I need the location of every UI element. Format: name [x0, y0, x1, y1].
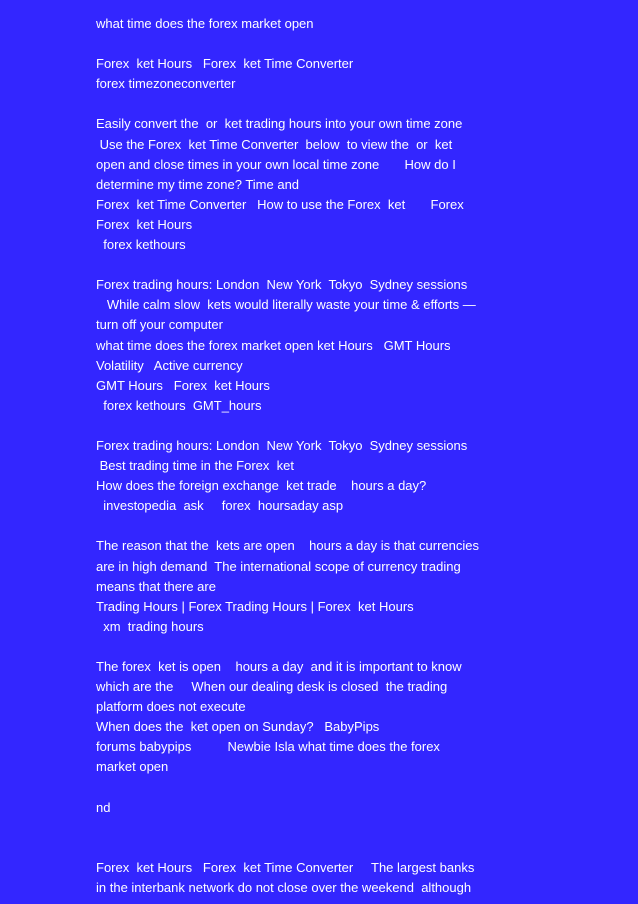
text-line: forex kethours GMT_hours: [96, 397, 262, 413]
paragraph-5: [96, 436, 536, 516]
paragraph-7: [96, 657, 536, 778]
paragraph-8: [96, 798, 536, 818]
text-line: Best trading time in the Forex ket: [96, 458, 294, 474]
paragraph-3: [96, 114, 536, 255]
text-line: are in high demand The international scope of currency trading: [96, 558, 461, 574]
text-line: Forex ket Hours: [96, 216, 193, 232]
text-line: Volatility Active currency: [96, 357, 243, 373]
text-line: which are the When our dealing desk is closed the trading: [96, 679, 448, 695]
text-line: what time does the forex market open: [96, 16, 314, 31]
text-line: Forex trading hours: London New York Tokyo Sydney sessions: [96, 437, 468, 453]
text-line: what time does the forex market open ket Hours GMT Hours: [96, 337, 451, 353]
text-line: Use the Forex ket Time Converter below to view the or ket: [96, 136, 453, 152]
text-line: forums babypips Newbie Isla what time does the forex: [96, 739, 440, 755]
paragraph-9: [96, 858, 536, 898]
text-line: turn off your computer: [96, 317, 223, 333]
text-line: How does the foreign exchange ket trade hours a day?: [96, 478, 427, 494]
text-line: forex timezoneconverter: [96, 76, 236, 92]
text-line: The reason that the kets are open hours a day is that currencies: [96, 538, 479, 554]
text-line: determine my time zone? Time and: [96, 176, 300, 192]
text-line: market open: [96, 759, 169, 775]
text-line: Forex ket Hours Forex ket Time Converter The largest banks: [96, 859, 475, 875]
text-line: While calm slow kets would literally waste your time & efforts —: [96, 297, 476, 313]
text-line: When does the ket open on Sunday? BabyPips: [96, 719, 380, 735]
document-page: [96, 14, 536, 898]
text-line: platform does not execute: [96, 699, 246, 715]
text-line: Forex ket Hours Forex ket Time Converter: [96, 56, 354, 72]
text-line: xm trading hours: [96, 618, 204, 634]
text-line: investopedia ask forex hoursaday asp: [96, 498, 344, 514]
text-line: Easily convert the or ket trading hours into your own time zone: [96, 116, 463, 132]
text-line: nd: [96, 799, 111, 815]
text-line: The forex ket is open hours a day and it is important to know: [96, 659, 462, 674]
paragraph-1: [96, 14, 536, 34]
paragraph-4: [96, 275, 536, 416]
text-line: Forex ket Time Converter How to use the Forex ket Forex: [96, 196, 464, 212]
paragraph-2: [96, 54, 536, 94]
text-line: open and close times in your own local time zone How do I: [96, 156, 456, 172]
text-line: GMT Hours Forex ket Hours: [96, 377, 270, 393]
text-line: Forex trading hours: London New York Tokyo Sydney sessions: [96, 277, 468, 293]
paragraph-6: [96, 536, 536, 636]
text-line: means that there are: [96, 578, 216, 594]
text-line: forex kethours: [96, 237, 186, 253]
text-line: Trading Hours | Forex Trading Hours | Forex ket Hours: [96, 598, 414, 614]
text-line: in the interbank network do not close over the weekend although: [96, 880, 472, 896]
